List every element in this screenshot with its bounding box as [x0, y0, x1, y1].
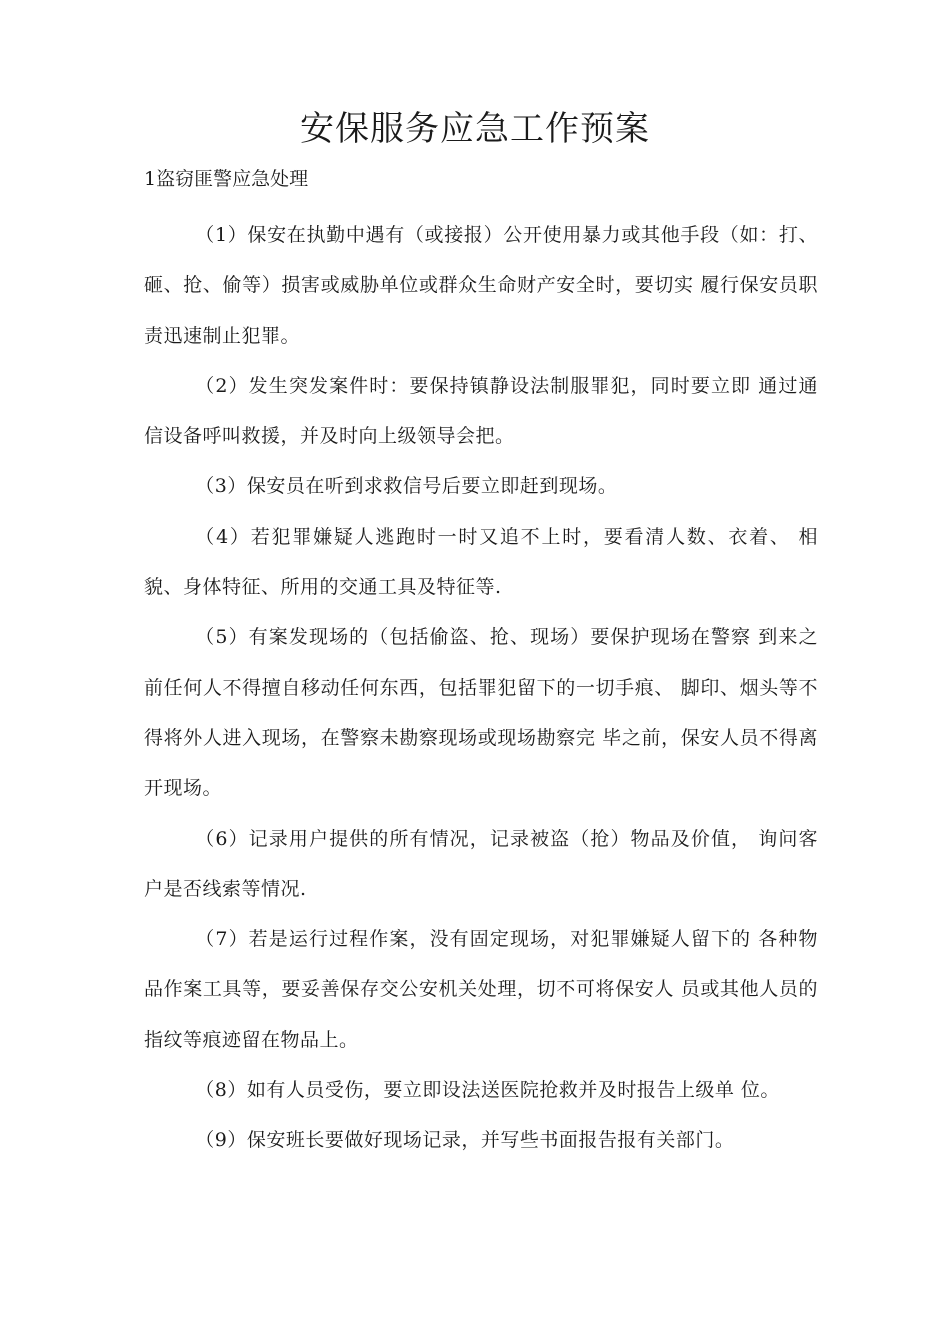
document-body [144, 210, 818, 1166]
paragraph-9: （9）保安班长要做好现场记录，并写些书面报告报有关部门。 [195, 1129, 735, 1152]
section-heading: 1盗窃匪警应急处理 [144, 168, 309, 190]
paragraph-8: （8）如有人员受伤，要立即设法送医院抢救并及时报告上级单 位。 [195, 1079, 780, 1102]
paragraph-2: （2）发生突发案件时：要保持镇静设法制服罪犯，同时要立即 通过通信设备呼叫救援，并及时向上级领导会把。 [144, 374, 818, 448]
paragraph-6: （6）记录用户提供的所有情况，记录被盗（抢）物品及价值， 询问客户是否线索等情况. [144, 827, 818, 900]
paragraph-1: （1）保安在执勤中遇有（或接报）公开使用暴力或其他手段（如：打、砸、抢、偷等）损害或威胁单位或群众生命财产安全时，要切实 履行保安员职责迅速制止犯罪。 [144, 224, 818, 347]
paragraph-7: （7）若是运行过程作案，没有固定现场，对犯罪嫌疑人留下的 各种物品作案工具等，要妥善保存交公安机关处理，切不可将保安人 员或其他人员的指纹等痕迹留在物品上。 [144, 928, 818, 1051]
paragraph-3: （3）保安员在听到求救信号后要立即赶到现场。 [195, 475, 618, 498]
paragraph-4: （4）若犯罪嫌疑人逃跑时一时又追不上时，要看清人数、衣着、 相貌、身体特征、所用的交通工具及特征等. [144, 525, 818, 599]
paragraph-5: （5）有案发现场的（包括偷盗、抢、现场）要保护现场在警察 到来之前任何人不得擅自移动任何东西，包括罪犯留下的一切手痕、 脚印、烟头等不得将外人进入现场，在警察未勘察现场或现场勘察完 毕之前，保安人员不得离开现场。 [144, 626, 818, 800]
document-title: 安保服务应急工作预案 [300, 109, 650, 149]
